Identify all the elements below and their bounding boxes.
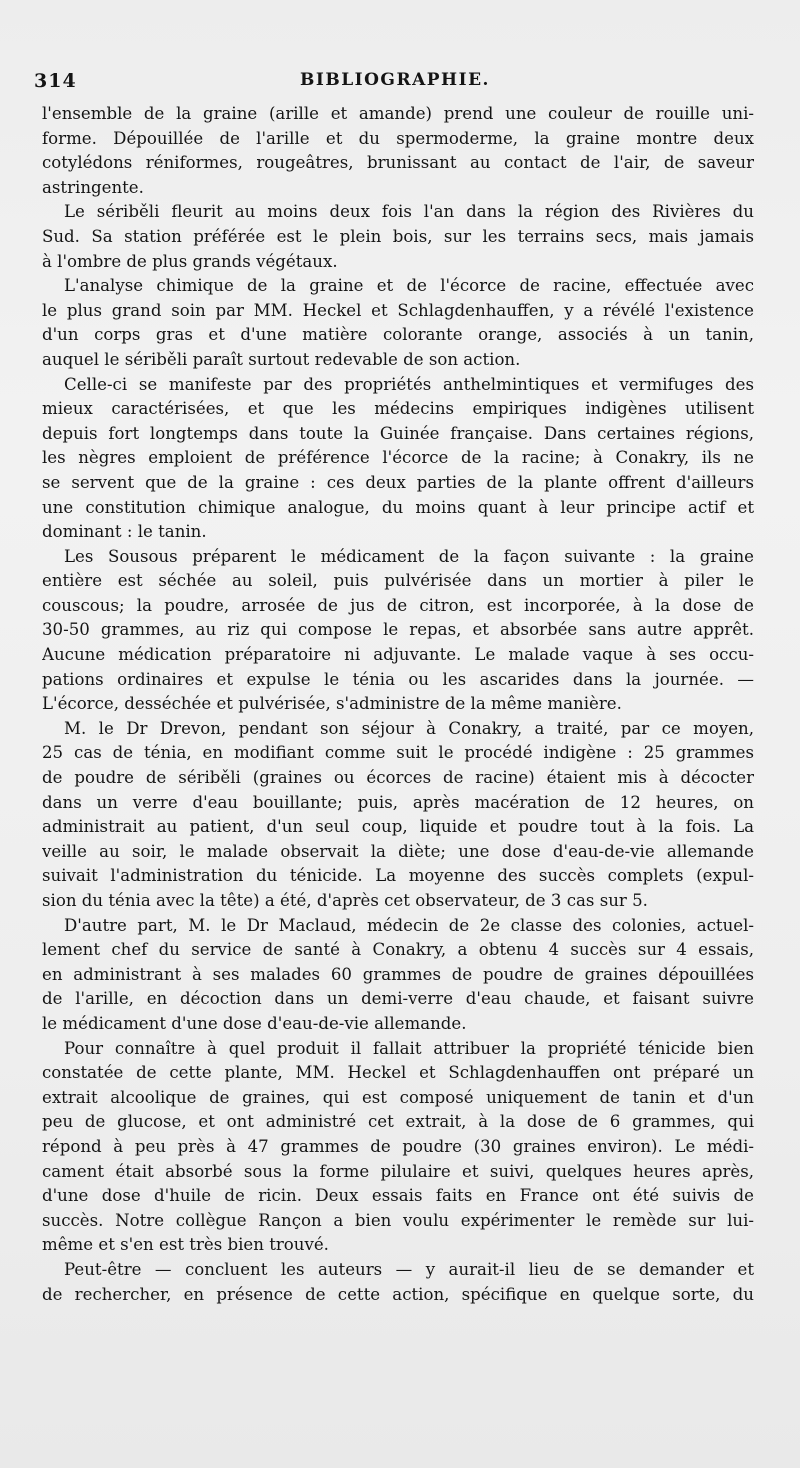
text-line: Celle-ci se manifeste par des propriétés anthelmintiques et vermifuges des	[64, 374, 754, 394]
text-line: auquel le sériběli paraît surtout redevable de son action.	[42, 349, 521, 369]
text-line: répond à peu près à 47 grammes de poudre (30 graines environ). Le médi-	[42, 1136, 754, 1156]
text-line: de poudre de sériběli (graines ou écorces de racine) étaient mis à décocter	[42, 768, 754, 788]
text-line: veille au soir, le malade observait la diète; une dose d'eau-de-vie allemande	[42, 841, 754, 861]
paragraph	[42, 373, 754, 545]
text-line: à l'ombre de plus grands végétaux.	[42, 251, 338, 271]
text-line: le médicament d'une dose d'eau-de-vie allemande.	[42, 1013, 467, 1033]
text-line: Peut-être — concluent les auteurs — y aurait-il lieu de se demander et	[64, 1259, 754, 1279]
text-line: constatée de cette plante, MM. Heckel et Schlagdenhauffen ont préparé un	[42, 1063, 754, 1083]
text-line: couscous; la poudre, arrosée de jus de citron, est incorporée, à la dose de	[42, 595, 754, 615]
text-line: cament était absorbé sous la forme pilulaire et suivi, quelques heures après,	[42, 1161, 754, 1181]
text-line: d'une dose d'huile de ricin. Deux essais faits en France ont été suivis de	[42, 1186, 754, 1206]
text-line: pations ordinaires et expulse le ténia ou les ascarides dans la journée. —	[42, 669, 754, 689]
text-line: sion du ténia avec la tête) a été, d'après cet observateur, de 3 cas sur 5.	[42, 891, 648, 910]
text-line: en administrant à ses malades 60 grammes de poudre de graines dépouillées	[42, 964, 754, 984]
text-line: Le sériběli fleurit au moins deux fois l'an dans la région des Rivières du	[64, 202, 754, 222]
text-line: cotylédons réniformes, rougeâtres, brunissant au contact de l'air, de saveur	[42, 153, 754, 173]
text-line: même et s'en est très bien trouvé.	[42, 1235, 329, 1255]
paragraph	[42, 1037, 754, 1258]
text-line: d'un corps gras et d'une matière colorante orange, associés à un tanin,	[42, 325, 754, 345]
text-line: forme. Dépouillée de l'arille et du spermoderme, la graine montre deux	[42, 128, 754, 148]
text-line: les nègres emploient de préférence l'écorce de la racine; à Conakry, ils ne	[42, 448, 754, 468]
text-line: extrait alcoolique de graines, qui est composé uniquement de tanin et d'un	[42, 1087, 754, 1107]
text-line: mieux caractérisées, et que les médecins empiriques indigènes utilisent	[42, 399, 754, 419]
text-line: administrait au patient, d'un seul coup, liquide et poudre tout à la fois. La	[42, 817, 754, 837]
text-line: se servent que de la graine : ces deux parties de la plante offrent d'ailleurs	[42, 472, 754, 492]
text-line: L'écorce, desséchée et pulvérisée, s'administre de la même manière.	[42, 694, 622, 714]
text-line: succès. Notre collègue Rançon a bien voulu expérimenter le remède sur lui-	[42, 1210, 754, 1230]
article-body	[42, 102, 754, 1307]
paragraph	[42, 1258, 754, 1307]
paragraph	[42, 914, 754, 1037]
paragraph	[42, 102, 754, 200]
text-line: Pour connaître à quel produit il fallait attribuer la propriété ténicide bien	[64, 1038, 754, 1058]
text-line: l'ensemble de la graine (arille et amande) prend une couleur de rouille uni-	[42, 104, 754, 123]
text-line: le plus grand soin par MM. Heckel et Schlagdenhauffen, y a révélé l'existence	[42, 300, 754, 320]
text-line: Les Sousous préparent le médicament de la façon suivante : la graine	[64, 546, 754, 566]
paragraph	[42, 200, 754, 274]
text-line: lement chef du service de santé à Conakry, a obtenu 4 succès sur 4 essais,	[42, 940, 754, 960]
text-line: dans un verre d'eau bouillante; puis, après macération de 12 heures, on	[42, 792, 754, 812]
text-line: dominant : le tanin.	[42, 522, 207, 542]
text-line: astringente.	[42, 177, 144, 197]
text-line: Aucune médication préparatoire ni adjuvante. Le malade vaque à ses occu-	[42, 645, 754, 665]
text-line: Sud. Sa station préférée est le plein bois, sur les terrains secs, mais jamais	[42, 226, 754, 246]
text-line: depuis fort longtemps dans toute la Guinée française. Dans certaines régions,	[42, 423, 754, 443]
paragraph	[42, 545, 754, 717]
paragraph	[42, 274, 754, 372]
text-line: de l'arille, en décoction dans un demi-verre d'eau chaude, et faisant suivre	[42, 989, 754, 1009]
text-line: une constitution chimique analogue, du moins quant à leur principe actif et	[42, 497, 754, 517]
text-line: 30-50 grammes, au riz qui compose le repas, et absorbée sans autre apprêt.	[42, 620, 754, 640]
text-line: L'analyse chimique de la graine et de l'écorce de racine, effectuée avec	[64, 276, 754, 296]
text-line: de rechercher, en présence de cette action, spécifique en quelque sorte, du	[42, 1284, 754, 1304]
text-line: M. le Dr Drevon, pendant son séjour à Conakry, a traité, par ce moyen,	[64, 718, 754, 738]
text-line: peu de glucose, et ont administré cet extrait, à la dose de 6 grammes, qui	[42, 1112, 754, 1132]
paragraph	[42, 717, 754, 914]
text-line: entière est séchée au soleil, puis pulvérisée dans un mortier à piler le	[42, 571, 754, 591]
page-header	[34, 70, 756, 96]
page-number: 314	[34, 70, 77, 92]
text-line: D'autre part, M. le Dr Maclaud, médecin de 2e classe des colonies, actuel-	[64, 915, 754, 935]
text-line: 25 cas de ténia, en modifiant comme suit le procédé indigène : 25 grammes	[42, 743, 754, 763]
text-line: suivait l'administration du ténicide. La moyenne des succès complets (expul-	[42, 866, 754, 886]
running-title: BIBLIOGRAPHIE.	[300, 70, 490, 90]
